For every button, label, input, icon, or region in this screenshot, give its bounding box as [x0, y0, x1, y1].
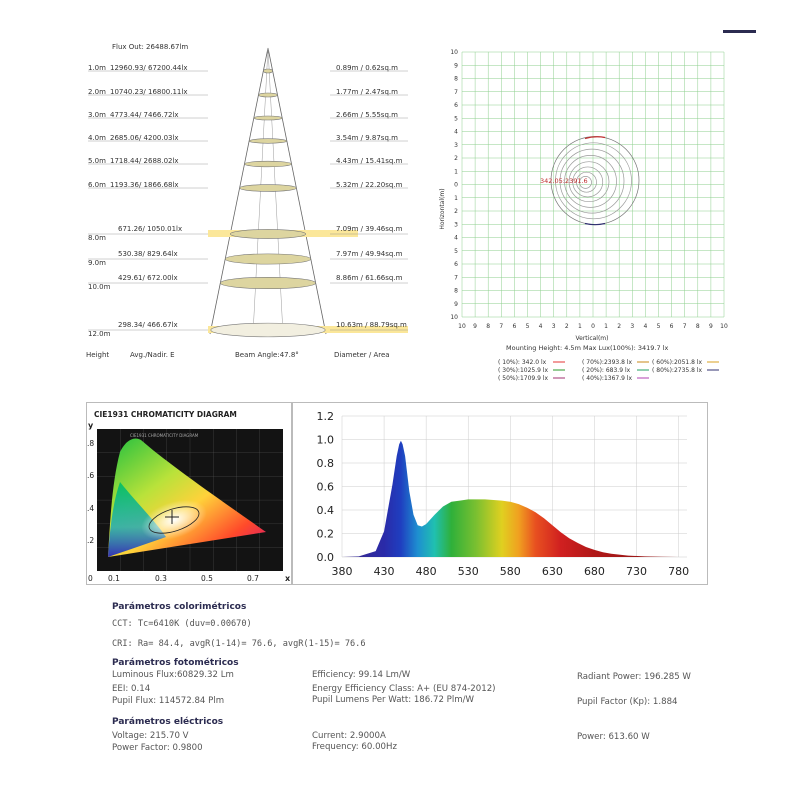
pupil-flux-value: Pupil Flux: 114572.84 Plm — [112, 696, 225, 706]
beam-avg-label: 429.61/ 672.00lx — [118, 274, 178, 282]
beam-avg-label: 10740.23/ 16800.11lx — [110, 88, 188, 96]
beam-diameter-label: 7.09m / 39.46sq.m — [336, 225, 403, 233]
cie-inner-title: CIE1931 CHROMATICITY DIAGRAM — [130, 433, 199, 438]
isolux-y-tick: 4 — [454, 234, 458, 242]
beam-diagram — [80, 38, 420, 363]
isolux-x-tick: 10 — [720, 323, 728, 330]
isolux-x-tick: 2 — [617, 323, 622, 330]
isolux-y-tick: 0 — [454, 181, 458, 189]
isolux-x-tick: 8 — [486, 323, 491, 330]
beam-avg-label: 671.26/ 1050.01lx — [118, 225, 183, 233]
isolux-x-tick: 7 — [499, 323, 504, 330]
cie-diagram — [86, 402, 292, 585]
isolux-y-tick: 3 — [454, 221, 458, 229]
cie-y-tick: .2 — [87, 536, 95, 545]
beam-avg-label: 12960.93/ 67200.44lx — [110, 64, 188, 72]
beam-height-label: 2.0m — [88, 88, 106, 96]
isolux-y-tick: 5 — [454, 115, 458, 123]
isolux-xlabel: Vertical(m) — [575, 335, 609, 342]
spectrum-x-tick: 480 — [415, 565, 437, 578]
cie-x-tick: 0.3 — [155, 574, 167, 583]
parameters-section — [112, 602, 732, 762]
isolux-y-tick: 5 — [454, 247, 458, 255]
spectrum-x-tick: 580 — [499, 565, 521, 578]
spectrum-y-tick: 0.8 — [316, 457, 334, 470]
cie-x-ticks — [88, 574, 259, 583]
isolux-x-tick: 1 — [577, 323, 582, 330]
spectrum-y-tick: 1.0 — [316, 433, 334, 447]
isolux-y-tick: 6 — [454, 261, 458, 268]
isolux-legend-label: ( 30%):1025.9 lx — [498, 367, 549, 374]
power-factor-value: Power Factor: 0.9800 — [112, 743, 203, 753]
spectrum-x-tick: 530 — [457, 565, 479, 578]
beam-diameter-label: 7.97m / 49.94sq.m — [336, 250, 403, 258]
cie-y-tick: .4 — [87, 504, 95, 513]
spectrum-x-tick: 430 — [373, 565, 395, 578]
isolux-x-tick: 0 — [591, 323, 595, 330]
beam-ellipse — [230, 229, 305, 238]
beam-diameter-label: 3.54m / 9.87sq.m — [336, 134, 398, 142]
isolux-ylabel: Horizontal(m) — [439, 188, 446, 230]
isolux-y-tick: 10 — [450, 314, 458, 321]
isolux-y-tick: 7 — [454, 88, 458, 96]
beam-diameter-label: 4.43m / 15.41sq.m — [336, 157, 403, 165]
isolux-y-tick: 1 — [454, 168, 458, 176]
luminous-flux-value: Luminous Flux:60829.32 Lm — [112, 670, 234, 680]
isolux-y-tick: 2 — [454, 155, 458, 162]
beam-diameter-label: 1.77m / 2.47sq.m — [336, 88, 398, 96]
isolux-y-tick: 1 — [454, 194, 458, 202]
spectrum-x-tick: 730 — [626, 565, 648, 578]
isolux-x-tick: 4 — [538, 323, 543, 330]
beam-avg-label: 4773.44/ 7466.72lx — [110, 111, 179, 119]
isolux-x-tick: 6 — [512, 323, 517, 330]
photo-params-title: Parámetros fotométricos — [112, 658, 239, 668]
isolux-x-tick: 6 — [669, 323, 674, 330]
beam-diameter-label: 10.63m / 88.79sq.m — [336, 321, 407, 329]
isolux-legend-label: ( 80%):2735.8 lx — [652, 367, 703, 374]
isolux-center-label: 342.05:2391.6 — [540, 177, 588, 185]
footer-beam-angle: Beam Angle:47.8° — [235, 351, 299, 359]
beam-rows — [88, 48, 408, 338]
spectrum-x-tick: 380 — [331, 565, 353, 578]
cie-title: CIE1931 CHROMATICITY DIAGRAM — [94, 410, 237, 419]
footer-height: Height — [86, 351, 110, 359]
beam-ellipse — [225, 254, 311, 264]
isolux-legend-label: ( 10%): 342.0 lx — [498, 359, 547, 366]
cie-x-tick: 0.1 — [108, 574, 120, 583]
spectrum-y-tick: 0.6 — [316, 480, 334, 494]
color-params-title: Parámetros colorimétricos — [112, 602, 247, 612]
isolux-legend-label: ( 50%):1709.9 lx — [498, 375, 549, 382]
isolux-x-tick: 3 — [630, 323, 635, 330]
isolux-legend-label: ( 60%):2051.8 lx — [652, 359, 703, 366]
beam-height-label: 1.0m — [88, 64, 106, 72]
cct-value: CCT: Tc=6410K (duv=0.00670) — [112, 619, 252, 629]
isolux-y-tick: 7 — [454, 274, 458, 282]
spectrum-x-tick: 680 — [583, 565, 605, 578]
beam-ellipse — [258, 93, 277, 97]
cie-x-tick: 0 — [88, 574, 93, 583]
isolux-x-tick: 9 — [473, 323, 478, 330]
pupil-factor-value: Pupil Factor (Kp): 1.884 — [577, 697, 678, 707]
cri-value: CRI: Ra= 84.4, avgR(1-14)= 76.6, avgR(1-15)= 76.6 — [112, 639, 366, 649]
cie-x-tick: 0.7 — [247, 574, 259, 583]
beam-ellipse — [240, 185, 297, 192]
spectrum-y-tick: 0.0 — [316, 551, 334, 564]
cie-y-label: y — [88, 421, 94, 430]
power-value: Power: 613.60 W — [577, 732, 650, 742]
spectrum-y-tick: 1.2 — [316, 410, 334, 423]
footer-diameter: Diameter / Area — [334, 351, 390, 359]
footer-avg: Avg./Nadir. E — [130, 351, 175, 359]
cie-y-tick: .6 — [87, 471, 95, 480]
beam-avg-label: 1718.44/ 2688.02lx — [110, 157, 179, 165]
isolux-x-tick: 10 — [458, 323, 466, 330]
cie-y-tick: .8 — [87, 439, 95, 448]
beam-diameter-label: 0.89m / 0.62sq.m — [336, 64, 398, 72]
current-value: Current: 2.9000A — [312, 731, 386, 741]
isolux-y-tick: 6 — [454, 102, 458, 109]
spectrum-x-tick: 630 — [541, 565, 563, 578]
beam-avg-label: 298.34/ 466.67lx — [118, 321, 178, 329]
isolux-x-tick: 8 — [695, 323, 700, 330]
isolux-y-tick: 10 — [450, 49, 458, 56]
beam-ellipse — [249, 139, 287, 144]
isolux-legend — [498, 359, 719, 382]
beam-height-label: 9.0m — [88, 259, 106, 267]
isolux-x-ticks — [458, 323, 728, 330]
spectrum-chart — [292, 402, 708, 585]
radiant-power-value: Radiant Power: 196.285 W — [577, 672, 691, 682]
isolux-y-ticks — [450, 49, 458, 321]
spectrum-y-ticks — [317, 410, 335, 564]
beam-height-label: 10.0m — [88, 283, 111, 291]
spectrum-y-tick: 0.4 — [316, 504, 334, 517]
beam-ellipse — [220, 277, 315, 288]
isolux-legend-label: ( 70%):2393.8 lx — [582, 359, 633, 366]
top-accent-bar — [723, 30, 756, 33]
isolux-y-tick: 9 — [454, 300, 458, 308]
beam-height-label: 12.0m — [88, 330, 111, 338]
isolux-x-tick: 3 — [551, 323, 556, 330]
isolux-x-tick: 2 — [564, 323, 569, 330]
beam-ellipse — [263, 69, 272, 73]
beam-ellipse — [211, 323, 325, 337]
flux-out-label: Flux Out: 26488.67lm — [112, 43, 189, 51]
beam-diameter-label: 8.86m / 61.66sq.m — [336, 274, 403, 282]
elec-params-title: Parámetros eléctricos — [112, 717, 224, 727]
spectrum-y-tick: 0.2 — [316, 527, 334, 541]
isolux-y-tick: 8 — [454, 75, 458, 83]
efficiency-value: Efficiency: 99.14 Lm/W — [312, 670, 411, 680]
isolux-y-tick: 4 — [454, 128, 458, 136]
pupil-lumens-value: Pupil Lumens Per Watt: 186.72 Plm/W — [312, 695, 474, 705]
isolux-x-tick: 5 — [525, 323, 530, 330]
frequency-value: Frequency: 60.00Hz — [312, 742, 397, 752]
beam-avg-label: 530.38/ 829.64lx — [118, 250, 178, 258]
isolux-y-tick: 2 — [454, 208, 458, 215]
isolux-x-tick: 9 — [708, 323, 713, 330]
isolux-contour-80pct — [585, 224, 605, 225]
beam-diameter-label: 2.66m / 5.55sq.m — [336, 111, 398, 119]
isolux-x-tick: 4 — [643, 323, 648, 330]
cie-y-ticks — [87, 439, 94, 545]
beam-height-label: 3.0m — [88, 111, 106, 119]
isolux-x-tick: 1 — [604, 323, 609, 330]
beam-height-label: 6.0m — [88, 181, 106, 189]
isolux-legend-label: ( 20%): 683.9 lx — [582, 367, 631, 374]
isolux-chart — [432, 44, 742, 389]
isolux-x-tick: 7 — [682, 323, 687, 330]
beam-height-label: 8.0m — [88, 234, 106, 242]
isolux-y-tick: 9 — [454, 62, 458, 70]
beam-avg-label: 2685.06/ 4200.03lx — [110, 134, 179, 142]
beam-height-label: 5.0m — [88, 157, 106, 165]
beam-height-label: 4.0m — [88, 134, 106, 142]
isolux-mounting: Mounting Height: 4.5m Max Lux(100%): 3419.7 lx — [506, 344, 669, 352]
isolux-legend-label: ( 40%):1367.9 lx — [582, 375, 633, 382]
voltage-value: Voltage: 215.70 V — [112, 731, 189, 741]
cie-x-label: x — [285, 574, 291, 583]
beam-ellipse — [244, 161, 291, 167]
isolux-grid — [462, 52, 724, 317]
beam-diameter-label: 5.32m / 22.20sq.m — [336, 181, 403, 189]
spectrum-x-tick: 780 — [668, 565, 690, 578]
isolux-x-tick: 5 — [656, 323, 661, 330]
cie-x-tick: 0.5 — [201, 574, 213, 583]
isolux-y-tick: 8 — [454, 287, 458, 295]
beam-ellipse — [254, 116, 282, 120]
energy-class-value: Energy Efficiency Class: A+ (EU 874-2012) — [312, 684, 496, 694]
beam-avg-label: 1193.36/ 1866.68lx — [110, 181, 179, 189]
isolux-y-tick: 3 — [454, 141, 458, 149]
eei-value: EEI: 0.14 — [112, 684, 151, 694]
spectrum-x-ticks — [332, 565, 690, 578]
